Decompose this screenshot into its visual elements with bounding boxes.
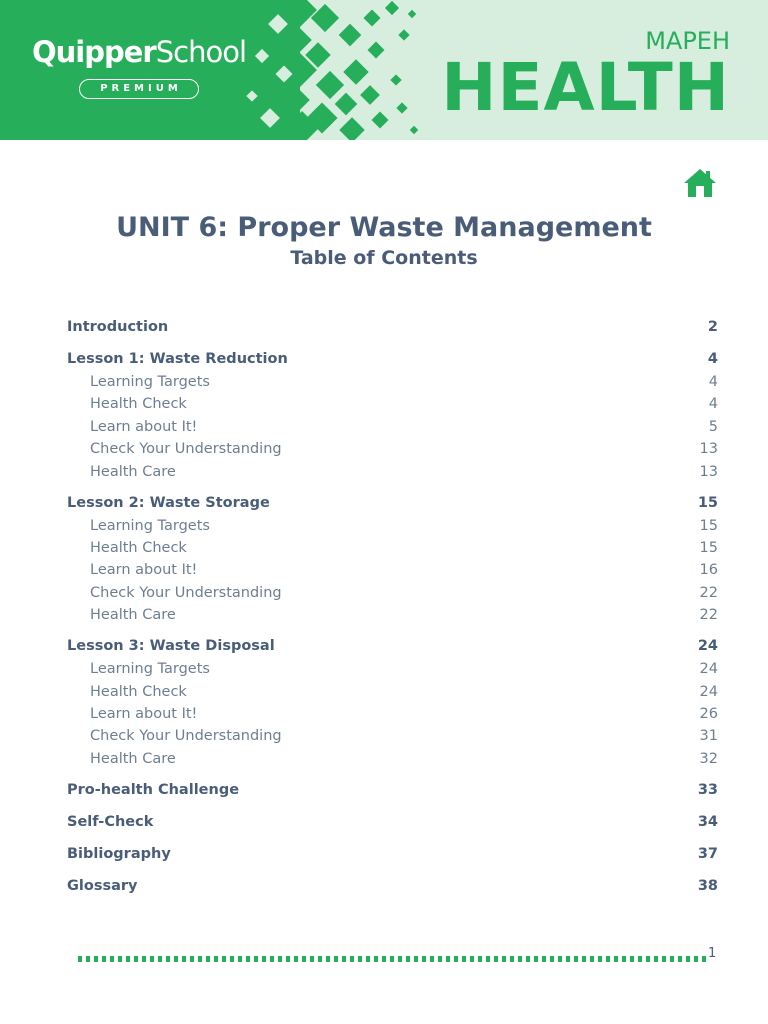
toc-entry[interactable] — [67, 582, 718, 604]
toc-entry-label: Lesson 3: Waste Disposal — [67, 638, 275, 655]
toc-entry-label: Learn about It! — [90, 706, 198, 722]
toc-entry-label: Health Care — [90, 750, 176, 767]
toc-entry-page: 26 — [699, 706, 718, 722]
toc-entry[interactable] — [67, 843, 718, 865]
toc-entry-label: Glossary — [67, 877, 138, 894]
toc-entry-label: Bibliography — [67, 845, 171, 862]
toc-entry-page: 4 — [708, 396, 718, 413]
toc-entry[interactable] — [67, 658, 718, 680]
toc-entry-label: Check Your Understanding — [90, 584, 282, 601]
toc-entry-page: 38 — [697, 877, 718, 894]
toc-entry-page: 5 — [708, 418, 718, 435]
toc-entry[interactable] — [67, 537, 718, 559]
toc-entry[interactable] — [67, 515, 718, 537]
toc-entry[interactable] — [67, 635, 718, 657]
toc-entry[interactable] — [67, 348, 718, 370]
toc-entry-label: Check Your Understanding — [90, 728, 282, 745]
toc-entry-page: 34 — [697, 813, 718, 830]
toc-entry-page: 37 — [697, 845, 718, 862]
toc-entry[interactable] — [67, 703, 718, 725]
toc-entry-label: Self-Check — [67, 813, 154, 830]
toc-entry[interactable] — [67, 604, 718, 626]
logo-text-quipper: Quipper — [32, 35, 156, 69]
toc-heading: Table of Contents — [290, 247, 478, 269]
toc-entry[interactable] — [67, 316, 718, 338]
toc-entry-label: Learning Targets — [90, 517, 210, 534]
toc-entry-label: Health Check — [90, 396, 187, 413]
toc-entry-page: 24 — [699, 661, 718, 678]
toc-entry-label: Lesson 2: Waste Storage — [67, 494, 270, 511]
toc-entry[interactable] — [67, 875, 718, 897]
toc-entry[interactable] — [67, 559, 718, 581]
logo-text-school: School — [155, 35, 247, 69]
toc-entry-page: 15 — [699, 540, 718, 556]
toc-entry[interactable] — [67, 681, 718, 703]
toc-entry-label: Health Care — [90, 463, 176, 480]
toc-entry[interactable] — [67, 725, 718, 747]
toc-entry[interactable] — [67, 416, 718, 438]
toc-entry-label: Health Check — [90, 683, 187, 700]
toc-entry-label: Health Check — [90, 540, 187, 556]
toc-entry-page: 15 — [699, 517, 718, 534]
dotted-footer-line — [78, 956, 706, 962]
subject-label: MAPEH — [645, 27, 730, 55]
toc-entry[interactable] — [67, 393, 718, 415]
toc-entry-page: 22 — [699, 607, 718, 624]
toc-entry-label: Learning Targets — [90, 374, 210, 390]
toc-entry[interactable] — [67, 748, 718, 770]
toc-entry[interactable] — [67, 492, 718, 514]
toc-entry-page: 4 — [708, 374, 718, 390]
toc-entry-page: 22 — [699, 584, 718, 601]
premium-badge: PREMIUM — [79, 79, 199, 99]
toc-entry-page: 24 — [697, 638, 718, 655]
toc-entry[interactable] — [67, 779, 718, 801]
toc-entry-label: Lesson 1: Waste Reduction — [67, 351, 288, 367]
toc-entry-label: Learn about It! — [90, 562, 198, 579]
toc-entry[interactable] — [67, 811, 718, 833]
toc-entry-page: 15 — [697, 494, 718, 511]
toc-entry-page: 31 — [699, 728, 718, 745]
toc-entry-page: 2 — [707, 319, 718, 335]
toc-entry-label: Introduction — [67, 319, 169, 335]
toc-entry-page: 4 — [707, 351, 718, 367]
toc-entry-page: 24 — [699, 683, 718, 700]
toc-entry-label: Learn about It! — [90, 418, 198, 435]
toc-entry-page: 33 — [697, 781, 718, 798]
toc-entry-page: 32 — [699, 750, 718, 767]
toc-entry-label: Health Care — [90, 607, 176, 624]
toc-entry[interactable] — [67, 371, 718, 393]
unit-title: UNIT 6: Proper Waste Management — [116, 212, 652, 243]
toc-entry-page: 13 — [699, 463, 718, 480]
toc-entry-label: Check Your Understanding — [90, 441, 282, 458]
toc-entry[interactable] — [67, 438, 718, 460]
toc-entry-label: Learning Targets — [90, 661, 210, 678]
page-number: 1 — [708, 946, 717, 961]
course-title: HEALTH — [441, 49, 730, 126]
toc-entry-page: 16 — [699, 562, 718, 579]
toc-entry-page: 13 — [699, 441, 718, 458]
toc-entry[interactable] — [67, 461, 718, 483]
toc-entry-label: Pro-health Challenge — [67, 781, 240, 798]
